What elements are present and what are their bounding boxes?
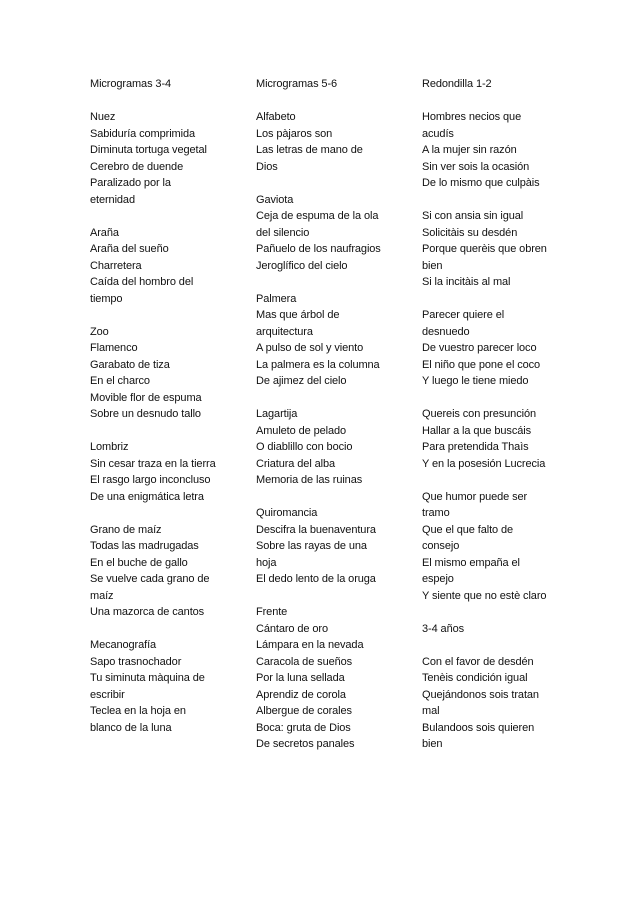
verse-line: Los pàjaros son (256, 127, 333, 140)
stanza-gap (422, 604, 572, 621)
verse-line: Solicitàis su desdén (422, 226, 518, 239)
verse-line: Bulandoos sois quieren (422, 721, 535, 734)
stanza-gap (90, 307, 250, 324)
verse-line: escribir (90, 688, 125, 701)
verse-line: consejo (422, 540, 460, 552)
verse-line: Nuez (90, 111, 116, 123)
verse-line: Sabiduría comprimida (90, 127, 195, 140)
verse-line: tramo (422, 507, 450, 519)
stanza-gap (422, 390, 572, 407)
verse-line: Mecanografía (90, 639, 157, 651)
verse-line: Araña del sueño (90, 243, 169, 255)
verse-line: Caracola de sueños (256, 655, 353, 668)
verse-line: Sobre las rayas de una (256, 540, 367, 552)
verse-line: De lo mismo que culpàis (422, 177, 540, 189)
verse-line: Hallar a la que buscáis (422, 424, 531, 437)
verse-line: Gaviota (256, 193, 294, 206)
verse-line: Para pretendida Thaìs (422, 441, 529, 453)
verse-line: bien (422, 738, 443, 750)
verse-line: Palmera (256, 292, 297, 305)
verse-line: Albergue de corales (256, 705, 352, 717)
stanza-gap (90, 505, 250, 522)
verse-line: A la mujer sin razón (422, 144, 517, 156)
stanza-gap (256, 390, 416, 407)
verse-line: Y luego le tiene miedo (422, 375, 529, 387)
verse-line: Paralizado por la (90, 177, 171, 189)
verse-line: Sobre un desnudo tallo (90, 408, 201, 420)
verse-line: Una mazorca de cantos (90, 606, 205, 618)
verse-line: Zoo (90, 325, 109, 338)
verse-line: El mismo empaña el (422, 556, 520, 569)
verse-line: maíz (90, 589, 114, 602)
column-header: Microgramas 3-4 (90, 78, 172, 90)
verse-line: Cántaro de oro (256, 622, 328, 635)
verse-line: eternidad (90, 193, 135, 206)
verse-line: blanco de la luna (90, 721, 172, 734)
verse-line: Flamenco (90, 342, 138, 354)
verse-line: Hombres necios que (422, 111, 522, 123)
stanza-gap (422, 472, 572, 489)
verse-line: Amuleto de pelado (256, 424, 347, 437)
verse-line: Descifra la buenaventura (256, 523, 376, 536)
stanza-gap (422, 637, 572, 654)
verse-line: Dios (256, 160, 278, 173)
stanza-gap (90, 621, 250, 638)
verse-line: Caída del hombro del (90, 276, 194, 288)
column-redondilla-1-2 (422, 76, 572, 753)
verse-line: Se vuelve cada grano de (90, 573, 210, 585)
verse-line: Quejándonos sois tratan (422, 688, 539, 701)
verse-line: acudís (422, 127, 454, 140)
stanza-gap (256, 588, 416, 605)
column-microgramas-5-6 (256, 76, 416, 753)
verse-line: Y en la posesión Lucrecia (422, 457, 546, 470)
stanza-gap (256, 489, 416, 506)
verse-line: Todas las madrugadas (90, 540, 199, 552)
verse-line: bien (422, 259, 443, 272)
verse-line: El dedo lento de la oruga (256, 573, 376, 585)
verse-line: Garabato de tiza (90, 358, 170, 371)
verse-line: Pañuelo de los naufragios (256, 243, 381, 255)
verse-line: desnuedo (422, 325, 470, 338)
stanza-gap (90, 423, 250, 440)
verse-line: Porque querèis que obren (422, 243, 547, 255)
verse-line: De ajimez del cielo (256, 375, 347, 387)
verse-line: Por la luna sellada (256, 672, 345, 684)
verse-line: Grano de maíz (90, 523, 162, 536)
verse-line: En el charco (90, 375, 150, 387)
verse-line: A pulso de sol y viento (256, 342, 364, 354)
verse-line: Lámpara en la nevada (256, 639, 364, 651)
verse-line: Que el que falto de (422, 523, 514, 536)
verse-line: Quereis con presunción (422, 408, 536, 420)
column-microgramas-3-4 (90, 76, 250, 736)
verse-line: Jeroglífico del cielo (256, 259, 348, 272)
verse-line: Las letras de mano de (256, 144, 363, 156)
verse-line: Tu siminuta màquina de (90, 672, 205, 684)
verse-line: Y siente que no estè claro (422, 589, 547, 602)
stanza-gap (90, 208, 250, 225)
verse-line: Mas que árbol de (256, 309, 340, 321)
verse-line: El niño que pone el coco (422, 358, 541, 371)
verse-line: Que humor puede ser (422, 490, 528, 503)
verse-line: Sin cesar traza en la tierra (90, 457, 216, 470)
verse-line: De vuestro parecer loco (422, 342, 537, 354)
verse-line: espejo (422, 573, 454, 585)
verse-line: Parecer quiere el (422, 309, 505, 321)
verse-line: Charretera (90, 259, 142, 272)
column-header: Redondilla 1-2 (422, 78, 492, 90)
verse-line: arquitectura (256, 325, 313, 338)
verse-line: Si la incitàis al mal (422, 276, 511, 288)
verse-line: Movible flor de espuma (90, 391, 202, 404)
verse-line: tiempo (90, 292, 123, 305)
verse-line: Si con ansia sin igual (422, 210, 524, 222)
verse-line: Con el favor de desdén (422, 655, 534, 668)
verse-line: De una enigmática letra (90, 490, 204, 503)
verse-line: La palmera es la columna (256, 358, 380, 371)
verse-line: del silencio (256, 226, 310, 239)
verse-line: De secretos panales (256, 738, 355, 750)
verse-line: Cerebro de duende (90, 160, 184, 173)
verse-line: Ceja de espuma de la ola (256, 210, 379, 222)
verse-line: Teclea en la hoja en (90, 705, 186, 717)
verse-line: Frente (256, 606, 288, 618)
verse-line: Lagartija (256, 408, 298, 420)
verse-line: Lombriz (90, 441, 129, 453)
verse-line: mal (422, 705, 440, 717)
verse-line: Criatura del alba (256, 457, 336, 470)
verse-line: Boca: gruta de Dios (256, 721, 351, 734)
verse-line: O diablillo con bocio (256, 441, 353, 453)
verse-line: Alfabeto (256, 111, 296, 123)
stanza-gap (256, 274, 416, 291)
verse-line: Tenèis condición igual (422, 672, 528, 684)
stanza-gap (422, 291, 572, 308)
stanza-gap (422, 192, 572, 209)
column-header: Microgramas 5-6 (256, 78, 338, 90)
verse-line: Araña (90, 226, 119, 239)
verse-line: 3-4 años (422, 622, 465, 635)
verse-line: Sin ver sois la ocasión (422, 160, 530, 173)
verse-line: hoja (256, 556, 277, 569)
stanza-gap (256, 175, 416, 192)
verse-line: Diminuta tortuga vegetal (90, 144, 207, 156)
verse-line: En el buche de gallo (90, 556, 188, 569)
verse-line: Aprendiz de corola (256, 688, 346, 701)
verse-line: Quiromancia (256, 507, 318, 519)
verse-line: Memoria de las ruinas (256, 474, 363, 486)
verse-line: El rasgo largo inconcluso (90, 474, 211, 486)
verse-line: Sapo trasnochador (90, 655, 182, 668)
